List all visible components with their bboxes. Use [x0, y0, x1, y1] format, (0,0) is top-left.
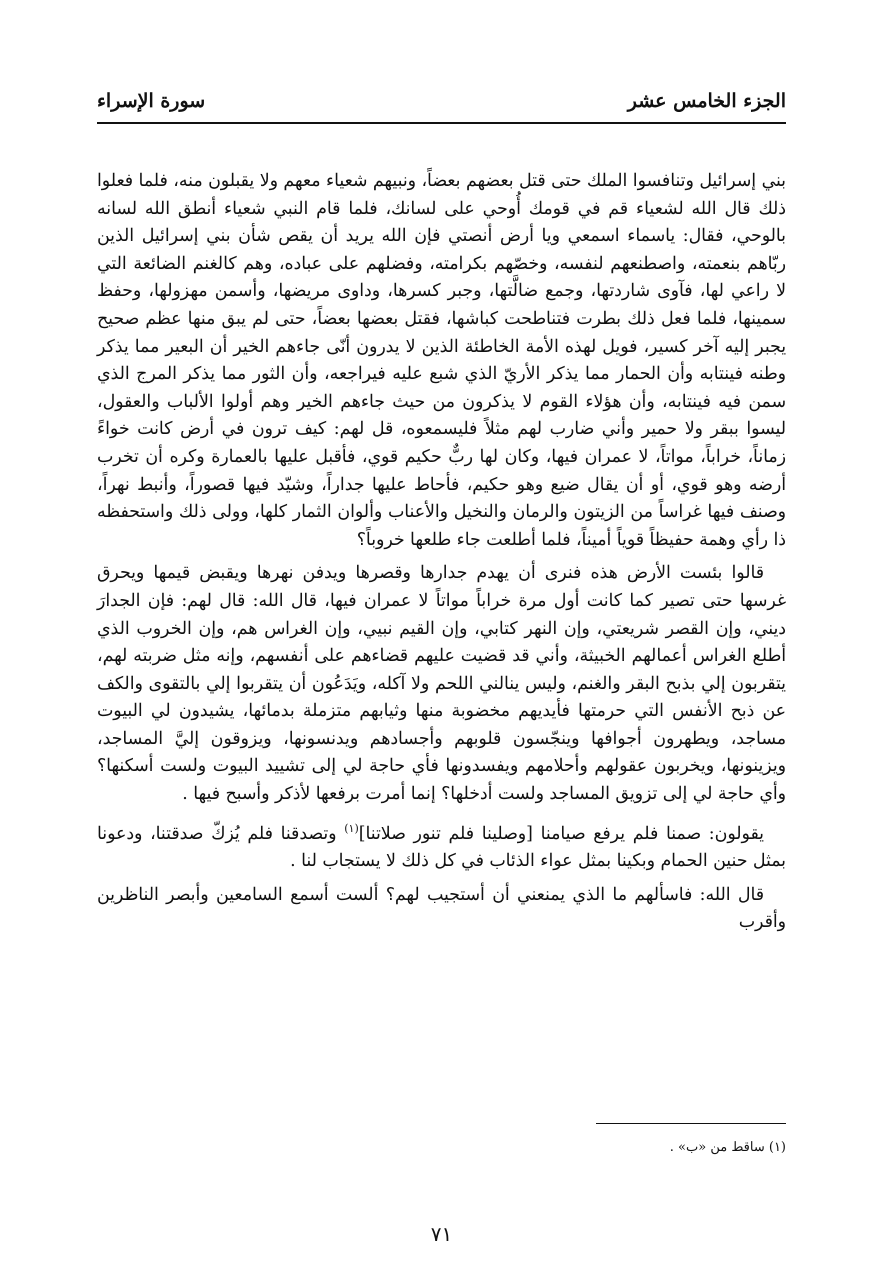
- surah-title: سورة الإسراء: [97, 90, 206, 112]
- header-divider: [97, 122, 786, 124]
- part-title: الجزء الخامس عشر: [627, 90, 786, 112]
- paragraph-3-tail: وتصدقنا فلم يُزكّ صدقتنا، ودعونا بمثل حنين الحمام وبكينا بمثل عواء الذئاب في كل ذلك لا يستجاب لنا .: [97, 823, 786, 872]
- page-number: ٧١: [430, 1222, 453, 1246]
- paragraph-4: قال الله: فاسألهم ما الذي يمنعني أن أستجيب لهم؟ ألست أسمع السامعين وأبصر الناظرين وأقرب: [97, 884, 786, 933]
- main-text: [97, 168, 786, 937]
- paragraph-3: [97, 815, 786, 876]
- footnote-divider: [596, 1123, 786, 1124]
- running-header: [97, 84, 786, 124]
- paragraph-2: قالوا بئست الأرض هذه فنرى أن يهدم جدارها وقصرها ويدفن نهرها ويقبض قيمها ويحرق غرسها حتى تصير كما كانت أول مرة خراباً مواتاً لا عمران فيها، قال الله: قال لهم: فإن الجدارَ ديني، وإن القصر شريعتي، وإن النهر كتابي، وإن القيم نبيي، وإن الغراس هم، وإن الخروب الذي أطلع الغراس أعمالهم الخبيثة، وأني قد قضيت عليهم قضاءهم على أنفسهم، وإنه مثل ضربته لهم، يتقربون إلي بذبح البقر والغنم، وليس ينالني اللحم ولا آكله، ويَدَعُون أن يتقربوا إلي بالتقوى والكف عن ذبح الأنفس التي حرمتها فأيديهم مخضوبة منها وثيابهم متزملة بدمائها، يشيدون لي البيوت مساجد، ويطهرون أجوافها وينجّسون قلوبهم وأجسادهم ويدنسونها، ويزوقون إليَّ المساجد، ويزينونها، ويخربون عقولهم وأحلامهم ويفسدونها فأي حاجة لي إلى تشييد البيوت ولست أسكنها؟ وأي حاجة لي إلى تزويق المساجد ولست أدخلها؟ إنما أمرت برفعها لأذكر وأسبح فيها .: [97, 563, 786, 805]
- footnote-marker: (١): [344, 821, 359, 835]
- paragraph-1: بني إسرائيل وتنافسوا الملك حتى قتل بعضهم بعضاً، ونبيهم شعياء معهم ولا يقبلون منه، فلما فعلوا ذلك قال الله لشعياء قم في قومك أُوحي على لسانك، فلما قام النبي شعياء أنطق الله لسانه بالوحي، فقال: ياسماء اسمعي ويا أرض أنصتي فإن الله يريد أن يقص شأن بني إسرائيل الذين ربّاهم بنعمته، واصطنعهم لنفسه، وخصّهم بكرامته، وفضلهم على عباده، وهم كالغنم الضائعة التي لا راعي لها، فآوى شاردتها، وجمع ضالَّتها، وجبر كسرها، وداوى مريضها، وأسمن مهزولها، وحفظ سمينها، فلما فعل ذلك بطرت فتناطحت كباشها، فقتل بعضها بعضاً، حتى لم يبق منها عظم صحيح يجبر إليه آخر كسير، فويل لهذه الأمة الخاطئة الذين لا يدرون أنّى جاءهم الخير أن البعير مما يذكر وطنه فينتابه وأن الحمار مما يذكر الأريّ الذي شبع عليه فيراجعه، وأن الثور مما يذكر المرج الذي سمن فيه فينتابه، وأن هؤلاء القوم لا يذكرون من حيث جاءهم الخير وهم أولوا الألباب والعقول، ليسوا ببقر ولا حمير وأني ضارب لهم مثلاً فليسمعوه، قل لهم: كيف ترون في أرض كانت خواءً زماناً، خراباً، مواتاً، لا عمران فيها، وكان لها ربٌّ حكيم قوي، فأقبل عليها بالعمارة وكره أن تخرب أرضه وهو قوي، أو أن يقال ضيع وهو حكيم، فأحاط عليها جداراً، وشيّد فيها قصوراً، وأنبط نهراً، وصنف فيها غراساً من الزيتون والرمان والنخيل والأعناب وألوان الثمار كلها، وولى ذلك واستحفظه ذا رأي وهمة حفيظاً قوياً أميناً، فلما أطلعت جاء طلعها خروباً؟: [97, 171, 786, 550]
- paragraph-3-lead: يقولون: صمنا فلم يرفع صيامنا [وصلينا فلم تنور صلاتنا]: [358, 823, 764, 844]
- footnote: (١) ساقط من «ب» .: [669, 1140, 786, 1155]
